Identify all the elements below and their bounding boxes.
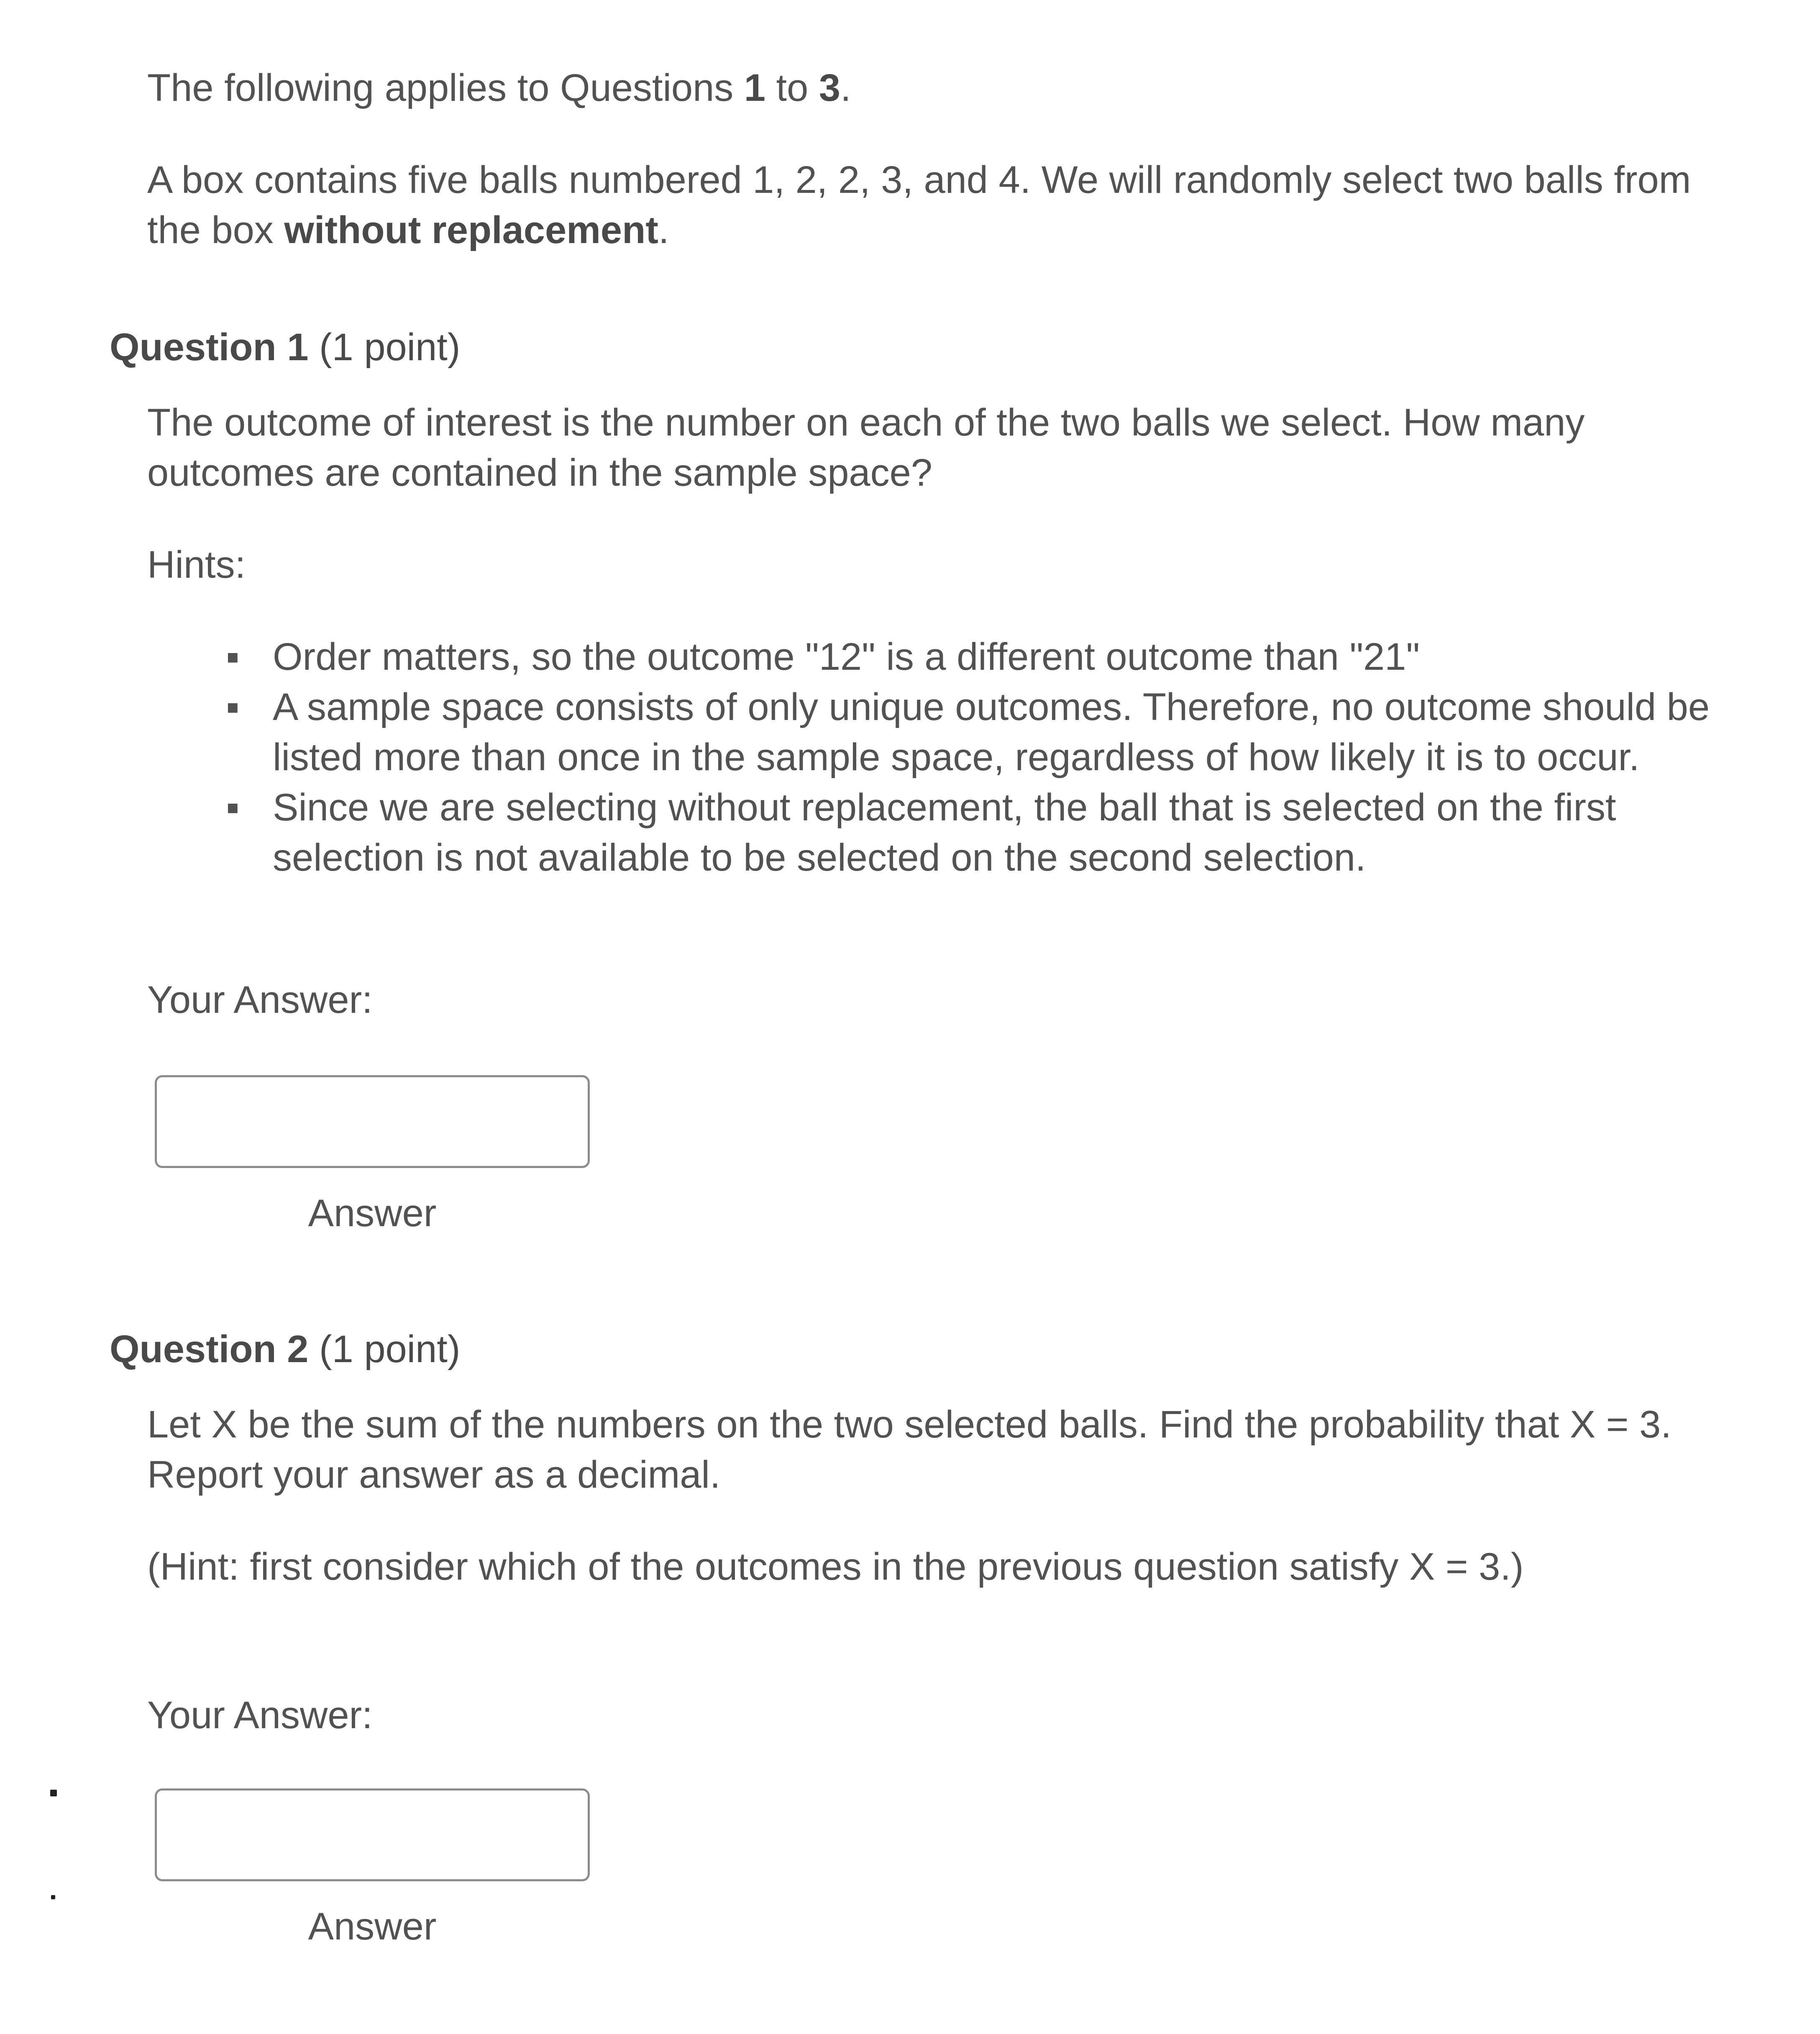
question-1-prompt: The outcome of interest is the number on each of the two balls we select. How many outcomes are contained in the sample space?: [147, 401, 1585, 494]
bullet-icon: ▪: [226, 635, 240, 678]
question-1-points: (1 point): [308, 326, 461, 369]
question-1-header: [110, 322, 460, 372]
question-1-answer-caption: Answer: [308, 1192, 437, 1235]
question-2-prompt: Let X be the sum of the numbers on the two selected balls. Find the probability that X = 3. Report your answer as a decimal.: [147, 1403, 1672, 1496]
question-1-your-answer-label: Your Answer:: [147, 979, 373, 1021]
question-2-hint: (Hint: first consider which of the outcomes in the previous question satisfy X = 3.): [147, 1545, 1524, 1588]
margin-dot-mark: [51, 1895, 55, 1899]
question-1-label: Question 1: [110, 326, 309, 369]
question-2-header: [110, 1324, 460, 1374]
question-2-points: (1 point): [308, 1328, 461, 1371]
hint-item: ▪ Since we are selecting without replacement, the ball that is selected on the first selection is not available to be selected on the second selection.: [226, 782, 1740, 883]
intro-description: A box contains five balls numbered 1, 2, 2, 3, and 4. We will randomly select two balls from the box without replacement.: [147, 159, 1691, 251]
question-1-hints-list: [226, 632, 1740, 883]
bullet-icon: ▪: [226, 786, 240, 829]
question-1-answer-input[interactable]: [155, 1075, 590, 1168]
hint-item: ▪ A sample space consists of only unique outcomes. Therefore, no outcome should be listed more than once in the sample space, regardless of how likely it is to occur.: [226, 682, 1740, 782]
question-2-answer-input[interactable]: [155, 1788, 590, 1881]
question-1-hints-label: Hints:: [147, 543, 246, 586]
intro-heading: The following applies to Questions 1 to 3.: [147, 67, 851, 109]
question-2-label: Question 2: [110, 1328, 309, 1371]
bullet-icon: ▪: [226, 686, 240, 728]
hint-item: ▪ Order matters, so the outcome "12" is a different outcome than "21": [226, 632, 1740, 682]
margin-dot-mark: [50, 1790, 57, 1796]
question-2-your-answer-label: Your Answer:: [147, 1694, 373, 1737]
question-2-answer-caption: Answer: [308, 1905, 437, 1948]
intro-section: [147, 63, 1737, 255]
